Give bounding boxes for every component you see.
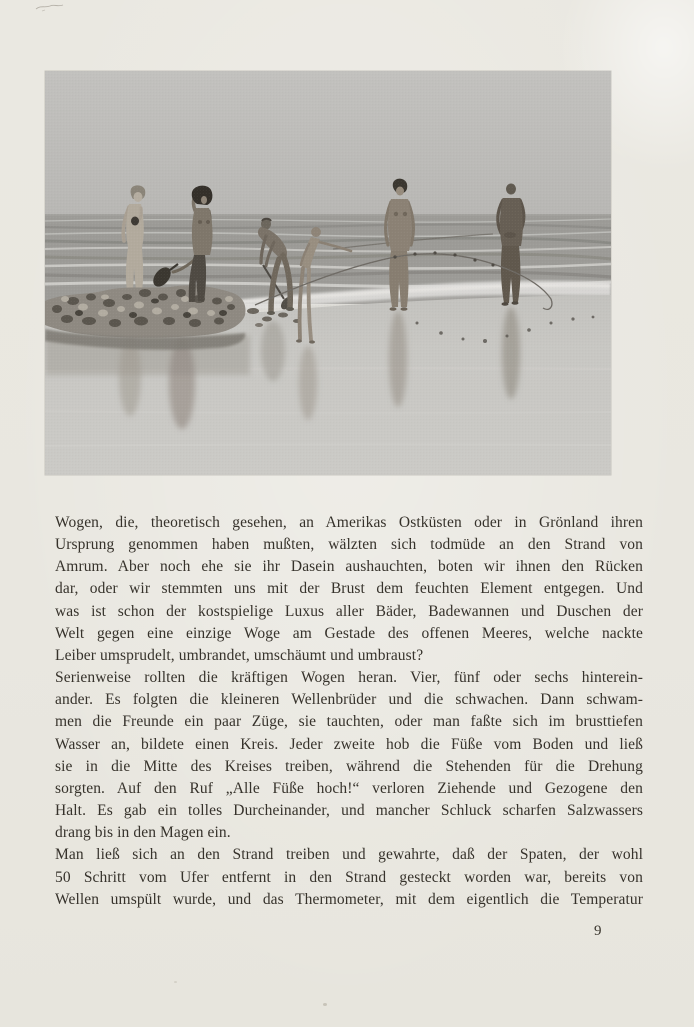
text-line: sie in die Mitte des Kreises treiben, während die Stehenden für die Drehung xyxy=(55,757,643,775)
paragraph xyxy=(55,512,643,667)
pencil-mark xyxy=(30,0,70,19)
text-line: Serienweise rollten die kräftigen Wogen heran. Vier, fünf oder sechs hinterein- xyxy=(55,669,643,687)
text-line: Man ließ sich an den Strand treiben und gewahrte, daß der Spaten, der wohl xyxy=(55,846,643,864)
text-line: Ursprung genommen haben mußten, wälzten sich todmüde an den Strand von xyxy=(55,536,643,554)
beach-photo xyxy=(45,71,611,475)
text-line: Amrum. Aber noch ehe sie ihr Dasein aushauchten, boten wir ihnen den Rücken xyxy=(55,558,643,576)
paper-speck xyxy=(323,1003,327,1006)
text-line: men die Freunde ein paar Züge, sie tauchten, oder man faßte sich im brusttiefen xyxy=(55,713,643,731)
text-line: Wogen, die, theoretisch gesehen, an Amerikas Ostküsten oder in Grönland ihren xyxy=(55,514,643,531)
text-line: Halt. Es gab ein tolles Durcheinander, und mancher Schluck scharfen Salzwassers xyxy=(55,802,643,820)
paper-speck xyxy=(174,981,177,983)
text-block xyxy=(55,512,643,911)
paragraph xyxy=(55,667,643,844)
text-line: sorgten. Auf den Ruf „Alle Füße hoch!“ verloren Ziehende und Gezogene den xyxy=(55,779,643,797)
text-line: drang bis in den Magen ein. xyxy=(55,824,231,842)
text-line: Leiber umsprudelt, umbrandet, umschäumt und umbraust? xyxy=(55,646,424,664)
halftone-grain xyxy=(45,71,611,475)
text-line: Wellen umspült wurde, und das Thermometer, mit dem eigentlich die Temperatur xyxy=(55,890,643,908)
text-line: 50 Schritt vom Ufer entfernt in den Strand gesteckt worden war, bereits von xyxy=(55,868,643,886)
text-line: was ist schon der kostspielige Luxus aller Bäder, Badewannen und Duschen der xyxy=(55,602,643,620)
text-line: Wasser an, bildete einen Kreis. Jeder zweite hob die Füße vom Boden und ließ xyxy=(55,735,643,753)
text-line: dar, oder wir stemmten uns mit der Brust dem feuchten Element entgegen. Und xyxy=(55,580,643,598)
paragraph xyxy=(55,844,643,910)
text-line: ander. Es folgten die kleineren Wellenbrüder und die schwachen. Dann schwam- xyxy=(55,691,643,709)
page-number: 9 xyxy=(594,923,602,939)
text-line: Welt gegen eine einzige Woge am Gestade des offenen Meeres, welche nackte xyxy=(55,624,643,642)
